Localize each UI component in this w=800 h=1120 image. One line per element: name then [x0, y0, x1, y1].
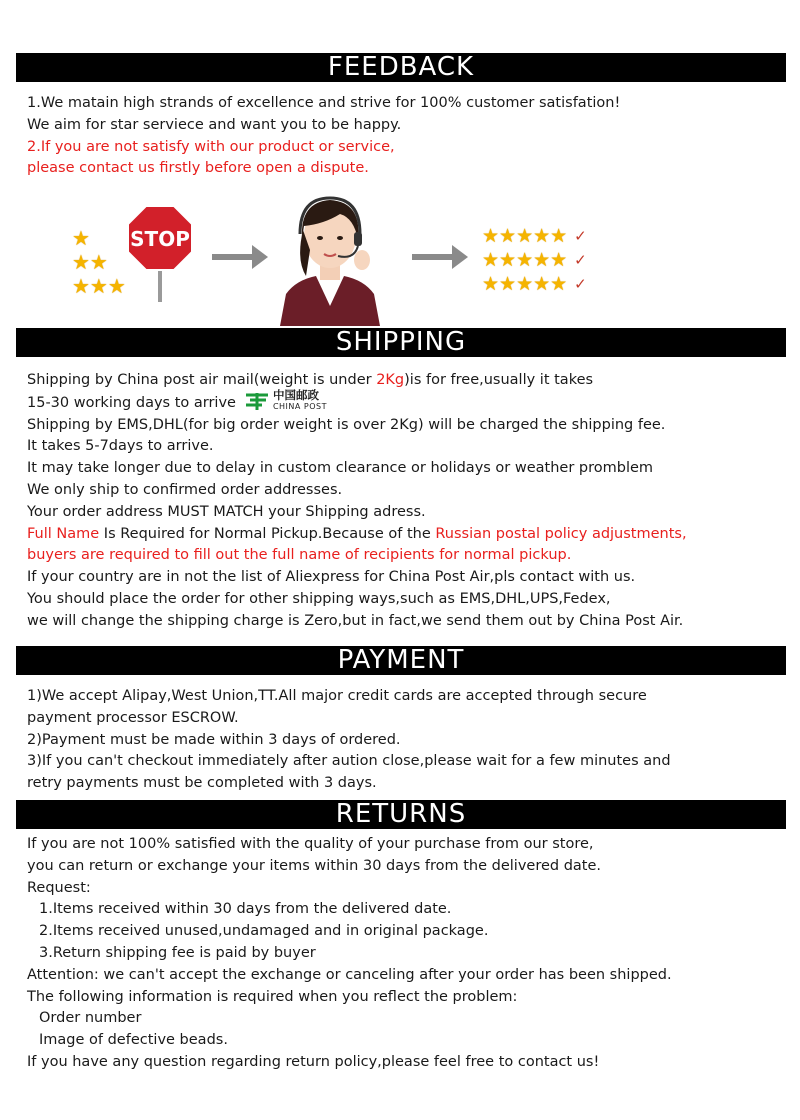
feedback-header: FEEDBACK: [16, 53, 786, 82]
star-icon: ★★★★★: [482, 273, 568, 295]
feedback-line-2: We aim for star serviece and want you to be happy.: [27, 116, 402, 133]
china-post-icon: [244, 391, 270, 411]
star-icon: ★★★: [72, 274, 126, 298]
shipping-line-6: We only ship to confirmed order addresses.: [27, 481, 343, 498]
returns-line-3: Request:: [27, 879, 91, 896]
returns-text: [27, 834, 792, 1074]
arrow-right-icon: [212, 242, 270, 272]
rating-row: [482, 272, 587, 296]
feedback-illustration: [0, 190, 800, 330]
star-icon: ★★★★★: [482, 249, 568, 271]
weight-limit: 2Kg: [376, 372, 405, 388]
china-post-cn: 中国邮政: [272, 387, 319, 402]
returns-line-2: you can return or exchange your items within 30 days from the delivered date.: [27, 857, 602, 874]
check-icon: ✓: [574, 251, 587, 269]
payment-line-3: 2)Payment must be made within 3 days of ordered.: [27, 731, 401, 748]
shipping-line-7: Your order address MUST MATCH your Shipping adress.: [27, 503, 426, 520]
shipping-line-8: [27, 524, 792, 546]
returns-header: RETURNS: [16, 800, 786, 829]
shipping-line-8-mid: Is Required for Normal Pickup.Because of the: [99, 525, 436, 542]
returns-request-3: 3.Return shipping fee is paid by buyer: [39, 944, 316, 961]
returns-line-contact: If you have any question regarding return policy,please feel free to contact us!: [27, 1053, 600, 1070]
returns-request-2: 2.Items received unused,undamaged and in original package.: [39, 923, 489, 940]
shipping-line-1a: Shipping by China post air mail(weight is under: [27, 372, 377, 388]
star-icon: ★: [72, 226, 90, 250]
feedback-line-3: [27, 137, 792, 159]
shipping-line-10: If your country are in not the list of Aliexpress for China Post Air,pls contact with us.: [27, 569, 636, 586]
check-icon: ✓: [574, 227, 587, 245]
shipping-line-9: buyers are required to fill out the full name of recipients for normal pickup.: [27, 547, 572, 564]
check-icon: ✓: [574, 275, 587, 293]
shipping-line-2-text: 15-30 working days to arrive: [27, 394, 236, 411]
feedback-line-3-num: 2.: [27, 138, 41, 155]
payment-line-2: payment processor ESCROW.: [27, 709, 239, 726]
returns-line-info: The following information is required when you reflect the problem:: [27, 988, 518, 1005]
feedback-text: [27, 93, 792, 180]
shipping-line-11: You should place the order for other shipping ways,such as EMS,DHL,UPS,Fedex,: [27, 590, 611, 607]
shipping-text: [27, 370, 792, 633]
full-name-label: Full Name: [27, 525, 100, 542]
feedback-line-4: please contact us firstly before open a dispute.: [27, 160, 369, 177]
rating-row: [482, 248, 587, 272]
feedback-line-3-red: If you are not satisfy with our product or service,: [40, 138, 395, 155]
shipping-line-1b: )is for free,usually it takes: [404, 372, 594, 388]
shipping-line-3: Shipping by EMS,DHL(for big order weight is over 2Kg) will be charged the shipping fee.: [27, 416, 666, 433]
payment-line-1: 1)We accept Alipay,West Union,TT.All major credit cards are accepted through secure: [27, 688, 647, 704]
china-post-en: CHINA POST: [272, 401, 327, 411]
payment-line-4: 3)If you can't checkout immediately after aution close,please wait for a few minutes and: [27, 753, 671, 770]
rating-row: [482, 224, 587, 248]
shipping-line-1: [27, 370, 792, 392]
feedback-line-1: 1.We matain high strands of excellence and strive for 100% customer satisfation!: [27, 95, 621, 111]
shipping-line-4: It takes 5-7days to arrive.: [27, 438, 214, 455]
five-star-ratings: [482, 224, 587, 296]
stop-sign-icon: [126, 204, 196, 304]
one-to-three-stars: [72, 226, 126, 298]
shipping-line-12: we will change the shipping charge is Zero,but in fact,we send them out by China Post Air.: [27, 612, 684, 629]
customer-service-agent-icon: [270, 190, 390, 326]
russian-policy-text: Russian postal policy adjustments,: [435, 525, 687, 542]
star-icon: ★★: [72, 250, 108, 274]
returns-info-order-number: Order number: [39, 1010, 142, 1027]
returns-line-1: If you are not 100% satisfied with the quality of your purchase from our store,: [27, 836, 594, 852]
stop-sign-text: STOP: [130, 227, 190, 251]
china-post-logo: [244, 387, 327, 412]
arrow-right-icon: [412, 242, 470, 272]
payment-header: PAYMENT: [16, 646, 786, 675]
shipping-line-5: It may take longer due to delay in custom clearance or holidays or weather promblem: [27, 460, 654, 477]
returns-line-attention: Attention: we can't accept the exchange or canceling after your order has been shipped.: [27, 966, 672, 983]
returns-info-image: Image of defective beads.: [39, 1032, 228, 1049]
returns-request-1: 1.Items received within 30 days from the delivered date.: [39, 901, 452, 918]
payment-text: [27, 686, 792, 795]
star-icon: ★★★★★: [482, 225, 568, 247]
payment-line-5: retry payments must be completed with 3 days.: [27, 775, 377, 792]
shipping-line-2: [27, 387, 792, 415]
shipping-header: SHIPPING: [16, 328, 786, 357]
